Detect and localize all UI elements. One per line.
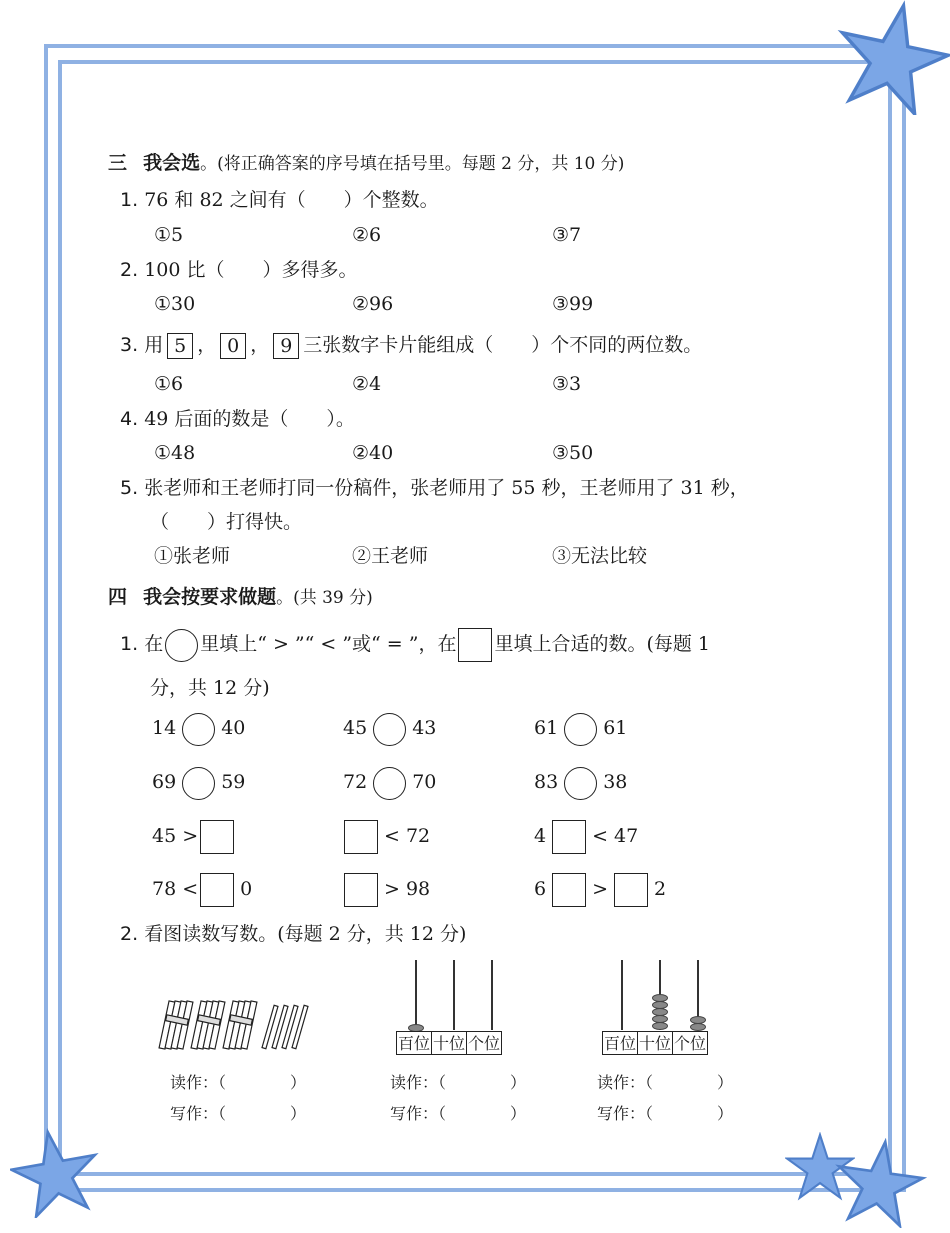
label-hundreds: 百位 — [396, 1031, 432, 1055]
number: 14 — [152, 717, 177, 739]
option[interactable]: ②40 — [352, 442, 394, 464]
number: 38 — [603, 771, 628, 793]
label-hundreds: 百位 — [602, 1031, 638, 1055]
abacus-rod — [415, 960, 417, 1030]
expression-text: > — [592, 878, 609, 900]
option[interactable]: ①5 — [154, 224, 184, 246]
abacus-rod — [491, 960, 493, 1030]
question-text: 在 — [144, 633, 164, 655]
read-answer-field[interactable]: 读作：（ ） — [170, 1073, 307, 1092]
separator: ， — [250, 334, 270, 356]
bundle-icon — [191, 1001, 225, 1049]
question-3-4 — [120, 407, 355, 431]
question-number: 1. — [120, 189, 139, 211]
number: 69 — [152, 771, 177, 793]
place-value-labels — [397, 1031, 502, 1055]
abacus-bead — [652, 1022, 668, 1030]
square-blank[interactable] — [200, 873, 234, 907]
expression-text: > 98 — [384, 878, 431, 900]
question-3-1 — [120, 188, 439, 212]
option[interactable]: ②6 — [352, 224, 382, 246]
question-text-continued: 分，共 12 分) — [150, 677, 270, 699]
option[interactable]: ③50 — [552, 442, 594, 464]
square-blank[interactable] — [552, 873, 586, 907]
square-blank[interactable] — [200, 820, 234, 854]
section3-note: 。(将正确答案的序号填在括号里。每题 2 分，共 10 分) — [200, 154, 625, 174]
option[interactable]: ②王老师 — [352, 545, 429, 567]
compare-item — [343, 764, 436, 800]
section3-number: 三 — [108, 152, 128, 174]
number: 61 — [603, 717, 628, 739]
option[interactable]: ②96 — [352, 293, 394, 315]
option[interactable]: ③99 — [552, 293, 594, 315]
question-4-1 — [120, 626, 710, 662]
bundle-icon — [159, 1001, 193, 1049]
circle-blank-sample — [165, 629, 198, 662]
option[interactable]: ①48 — [154, 442, 196, 464]
separator: ， — [197, 334, 217, 356]
write-answer-field[interactable]: 写作：（ ） — [597, 1104, 734, 1123]
fill-item — [338, 871, 430, 907]
digit-card: 0 — [220, 333, 246, 359]
square-blank[interactable] — [614, 873, 648, 907]
section4-number: 四 — [108, 586, 128, 608]
question-text: 里填上合适的数。(每题 1 — [494, 633, 711, 655]
label-ones: 个位 — [672, 1031, 708, 1055]
option[interactable]: ①张老师 — [154, 545, 231, 567]
expression-text: < 47 — [592, 825, 639, 847]
square-blank[interactable] — [344, 873, 378, 907]
number: 70 — [412, 771, 437, 793]
question-number: 1. — [120, 633, 139, 655]
question-text-continued: （ ）打得快。 — [150, 511, 303, 533]
section3-title: 我会选 — [143, 152, 201, 174]
fill-item — [152, 871, 252, 907]
question-number: 3. — [120, 334, 139, 356]
label-tens: 十位 — [431, 1031, 467, 1055]
compare-circle-blank[interactable] — [564, 713, 597, 746]
question-text: 张老师和王老师打同一份稿件，张老师用了 55 秒，王老师用了 31 秒， — [144, 477, 749, 499]
number: 83 — [534, 771, 559, 793]
question-text: 100 比（ ）多得多。 — [144, 259, 358, 281]
compare-circle-blank[interactable] — [182, 713, 215, 746]
fill-item — [534, 818, 638, 854]
question-text: 49 后面的数是（ ）。 — [144, 408, 355, 430]
question-text: 看图读数写数。(每题 2 分，共 12 分) — [144, 923, 467, 945]
read-answer-field[interactable]: 读作：（ ） — [390, 1073, 527, 1092]
expression-text: 2 — [654, 878, 667, 900]
square-blank-sample — [458, 628, 492, 662]
star-icon — [10, 1128, 100, 1218]
compare-item — [152, 710, 245, 746]
expression-text: 4 — [534, 825, 547, 847]
option[interactable]: ③无法比较 — [552, 545, 648, 567]
expression-text: 6 — [534, 878, 547, 900]
expression-text: < 72 — [384, 825, 431, 847]
write-answer-field[interactable]: 写作：（ ） — [170, 1104, 307, 1123]
option[interactable]: ①6 — [154, 373, 184, 395]
fill-item — [338, 818, 430, 854]
read-answer-field[interactable]: 读作：（ ） — [597, 1073, 734, 1092]
fill-item — [534, 871, 666, 907]
expression-text: 0 — [240, 878, 253, 900]
compare-item — [152, 764, 245, 800]
question-4-2 — [120, 922, 466, 946]
section4-note: 。(共 39 分) — [276, 588, 373, 608]
label-ones: 个位 — [466, 1031, 502, 1055]
question-number: 2. — [120, 923, 139, 945]
compare-circle-blank[interactable] — [373, 767, 406, 800]
write-answer-field[interactable]: 写作：（ ） — [390, 1104, 527, 1123]
compare-circle-blank[interactable] — [182, 767, 215, 800]
compare-circle-blank[interactable] — [373, 713, 406, 746]
question-3-5 — [120, 476, 749, 500]
question-3-3 — [120, 333, 702, 359]
digit-card: 9 — [273, 333, 299, 359]
number: 61 — [534, 717, 559, 739]
section4-title: 我会按要求做题 — [143, 586, 277, 608]
compare-item — [534, 710, 627, 746]
star-icon — [835, 0, 950, 115]
option[interactable]: ③3 — [552, 373, 582, 395]
number: 59 — [221, 771, 246, 793]
fill-item — [152, 818, 240, 854]
option[interactable]: ②4 — [352, 373, 382, 395]
place-value-labels — [603, 1031, 708, 1055]
abacus-rod — [621, 960, 623, 1030]
abacus-bead — [690, 1023, 706, 1031]
question-number: 4. — [120, 408, 139, 430]
question-number: 5. — [120, 477, 139, 499]
label-tens: 十位 — [637, 1031, 673, 1055]
number: 72 — [343, 771, 368, 793]
question-text: 三张数字卡片能组成（ ）个不同的两位数。 — [303, 334, 703, 356]
question-text: 76 和 82 之间有（ ）个整数。 — [144, 189, 439, 211]
compare-item — [534, 764, 627, 800]
square-blank[interactable] — [344, 820, 378, 854]
abacus-rod — [453, 960, 455, 1030]
number: 45 — [343, 717, 368, 739]
square-blank[interactable] — [552, 820, 586, 854]
number: 43 — [412, 717, 437, 739]
option[interactable]: ①30 — [154, 293, 196, 315]
section3-heading — [108, 151, 624, 176]
option[interactable]: ③7 — [552, 224, 582, 246]
expression-text: 78 < — [152, 878, 199, 900]
digit-card: 5 — [167, 333, 193, 359]
section4-heading — [108, 585, 373, 610]
compare-circle-blank[interactable] — [564, 767, 597, 800]
bundle-icon — [223, 1001, 257, 1049]
stick-bundles-image — [158, 995, 318, 1057]
question-text: 里填上“ > ”“ < ”或“ = ”，在 — [200, 633, 457, 655]
question-3-2 — [120, 258, 358, 282]
number: 40 — [221, 717, 246, 739]
star-icon — [832, 1138, 927, 1228]
compare-item — [343, 710, 436, 746]
question-text: 用 — [144, 334, 164, 356]
expression-text: 45 > — [152, 825, 199, 847]
question-number: 2. — [120, 259, 139, 281]
